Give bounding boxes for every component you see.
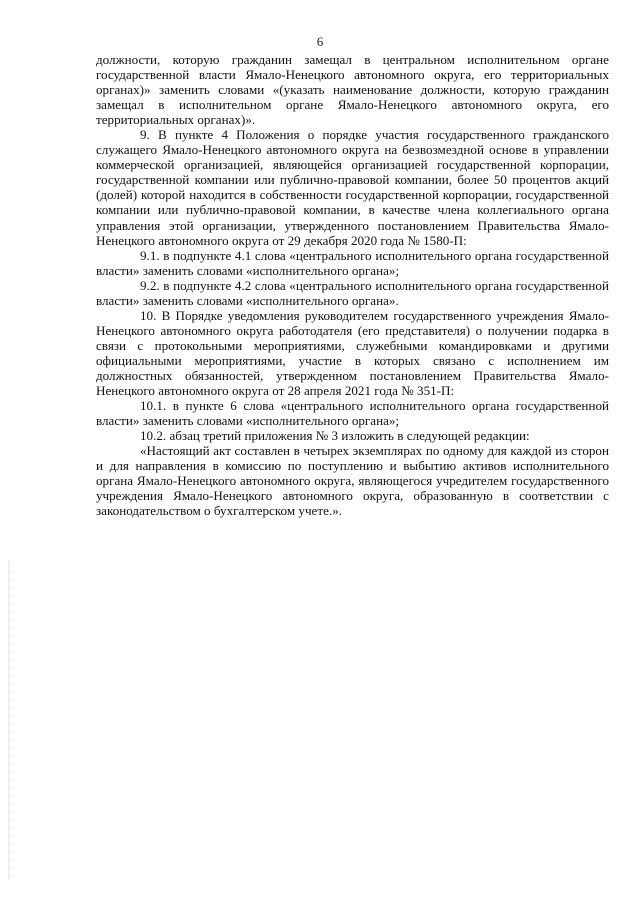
- paragraph-item-10-2: 10.2. абзац третий приложения № 3 изложить в следующей редакции:: [140, 428, 530, 444]
- page-number: 6: [316, 34, 324, 49]
- scan-margin-artifact: [8, 560, 11, 880]
- paragraph-item-9-2: 9.2. в подпункте 4.2 слова «центрального исполнительного органа государственной власти» заменить словами «исполнительного органа».: [96, 277, 609, 308]
- paragraph-quoted-act: «Настоящий акт составлен в четырех экземплярах по одному для каждой из сторон и для направления в комиссию по поступлению и выбытию активов исполнительного органа Ямало-Ненецкого автономного округа, являющегося учредителем государственного учреждения Ямало-Ненецкого автономного округа, образованную в соответствии с законодательством о бухгалтерском учете.».: [96, 443, 609, 519]
- paragraph-item-9-1: 9.1. в подпункте 4.1 слова «центрального исполнительного органа государственной власти» заменить словами «исполнительного органа»;: [96, 247, 609, 278]
- document-body: [96, 52, 609, 518]
- paragraph-continuation: должности, которую гражданин замещал в центральном исполнительном органе государственной власти Ямало-Ненецкого автономного округа, его территориальных органах)» заменить словами «(указать наименование должности, которую гражданин замещал в исполнительном органе Ямало-Ненецкого автономного округа, его территориальных органах)».: [96, 52, 609, 128]
- paragraph-item-10: 10. В Порядке уведомления руководителем государственного учреждения Ямало-Ненецкого автономного округа работодателя (его представителя) о получении подарка в связи с протокольными мероприятиями, служебными командировками и другими официальными мероприятиями, участие в которых связано с исполнением им должностных обязанностей, утвержденном постановлением Правительства Ямало-Ненецкого автономного округа от 28 апреля 2021 года № 351-П:: [96, 307, 609, 399]
- paragraph-item-10-1: 10.1. в пункте 6 слова «центрального исполнительного органа государственной власти» заменить словами «исполнительного органа»;: [96, 398, 609, 429]
- paragraph-item-9: 9. В пункте 4 Положения о порядке участия государственного гражданского служащего Ямало-Ненецкого автономного округа на безвозмездной основе в управлении коммерческой организацией, являющейся организацией государственной корпорации, государственной компании или публично-правовой компании, более 50 процентов акций (долей) которой находится в собственности государственной корпорации, государственной компании или публично-правовой компании, в качестве члена коллегиального органа управления этой организации, утвержденного постановлением Правительства Ямало-Ненецкого автономного округа от 29 декабря 2020 года № 1580-П:: [96, 127, 609, 248]
